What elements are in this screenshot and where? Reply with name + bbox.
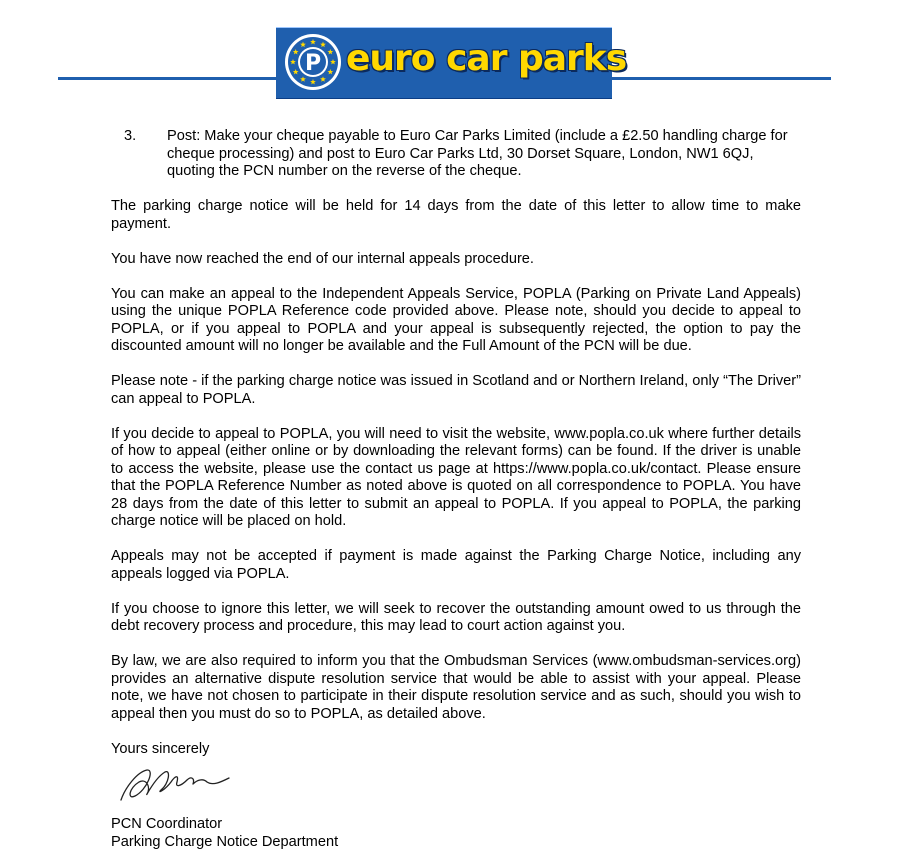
- euro-car-parks-logo: [276, 27, 627, 99]
- paragraph-debt-recovery: If you choose to ignore this letter, we will seek to recover the outstanding amount owed to us through the debt recovery process and procedure, this may lead to court action against you.: [111, 600, 801, 634]
- paragraph-popla-website: If you decide to appeal to POPLA, you will need to visit the website, www.popla.co.uk where further details of how to appeal (either online or by downloading the relevant forms) can be found. If the driver is unable to access the website, please use the contact us page at https://www.popla.co.uk/contact. Please ensure that the POPLA Reference Number as noted above is quoted on all correspondence to POPLA. You have 28 days from the date of this letter to submit an appeal to POPLA. If you appeal to POPLA, the parking charge notice will be placed on hold.: [111, 425, 801, 529]
- parking-badge-icon: [284, 33, 342, 91]
- logo-badge-letter: P: [304, 51, 322, 76]
- signatory-department: Parking Charge Notice Department: [111, 833, 339, 850]
- paragraph-hold-period: The parking charge notice will be held for 14 days from the date of this letter to allow time to make payment.: [111, 198, 801, 232]
- letter-body: [111, 128, 801, 851]
- list-number: 3.: [124, 128, 137, 144]
- paragraph-payment-warning: Appeals may not be accepted if payment is made against the Parking Charge Notice, including any appeals logged via POPLA.: [111, 548, 801, 582]
- signatory-title: PCN Coordinator: [111, 816, 223, 832]
- payment-option-post: [111, 128, 801, 181]
- closing-line: Yours sincerely: [111, 740, 210, 757]
- paragraph-end-of-appeals: You have now reached the end of our internal appeals procedure.: [111, 250, 534, 267]
- paragraph-ombudsman: By law, we are also required to inform you that the Ombudsman Services (www.ombudsman-services.org) provides an alternative dispute resolution service that would be able to assist with your appeal. Please note, we have not chosen to participate in their dispute resolution service and as such, should you wish to appeal then you must do so to POPLA, as detailed above.: [111, 653, 801, 722]
- logo-wordmark: euro car parks: [346, 38, 627, 79]
- list-item-text: Post: Make your cheque payable to Euro Car Parks Limited (include a £2.50 handling charge for cheque processing) and post to Euro Car Parks Ltd, 30 Dorset Square, London, NW1 6QJ, quoting the PCN number on the reverse of the cheque.: [167, 128, 788, 179]
- paragraph-popla-appeal: You can make an appeal to the Independent Appeals Service, POPLA (Parking on Private Land Appeals) using the unique POPLA Reference code provided above. Please note, should you decide to appeal to POPLA, or if you appeal to POPLA and your appeal is subsequently rejected, the option to pay the discounted amount will no longer be available and the Full Amount of the PCN will be due.: [111, 285, 801, 354]
- signature-block: [111, 741, 801, 852]
- handwritten-signature: [117, 760, 237, 806]
- paragraph-scotland-note: Please note - if the parking charge notice was issued in Scotland and or Northern Ireland, only “The Driver” can appeal to POPLA.: [111, 373, 801, 407]
